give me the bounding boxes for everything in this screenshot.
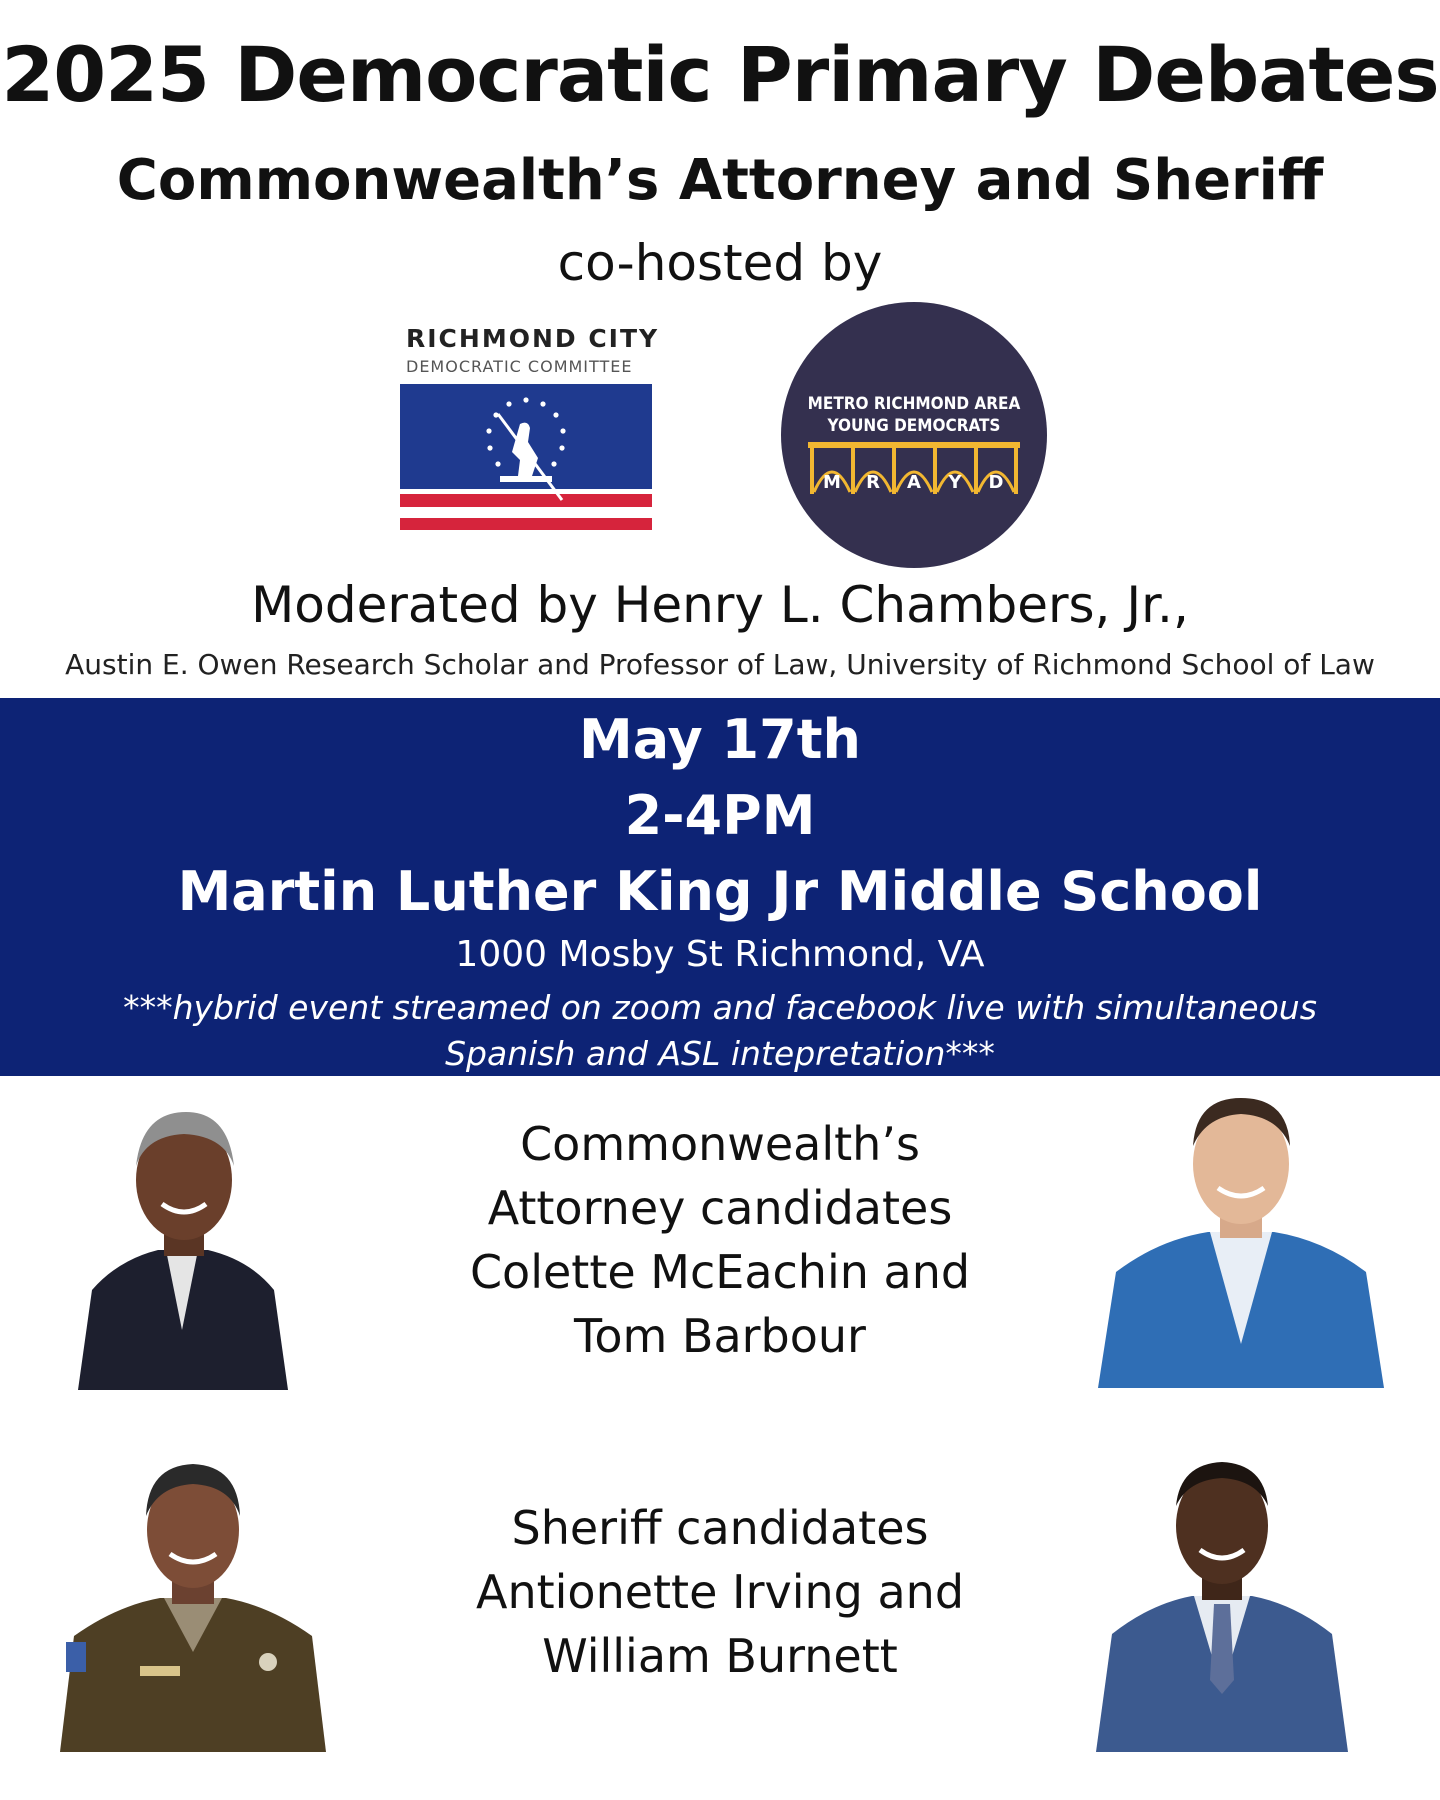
sheriff-candidates-text: [420, 1496, 1020, 1688]
mrayd-letter-m: M: [823, 472, 841, 493]
event-note-line1: ***hybrid event streamed on zoom and facebook live with simultaneous: [123, 988, 1317, 1027]
event-date: May 17th: [579, 708, 861, 771]
mrayd-letter-r: R: [866, 472, 880, 493]
mrayd-logo-line2: YOUNG DEMOCRATS: [827, 416, 1001, 436]
candidate-photo-tom-barbour: [1098, 1082, 1384, 1388]
bridge-icon: [808, 438, 1020, 498]
event-title: 2025 Democratic Primary Debates: [1, 30, 1439, 119]
rcdc-logo-name: RICHMOND CITY: [406, 324, 660, 353]
moderator-title: Austin E. Owen Research Scholar and Professor of Law, University of Richmond School of Law: [65, 648, 1375, 681]
ca-line-4: Tom Barbour: [574, 1309, 866, 1363]
mrayd-letter-a: A: [907, 472, 921, 493]
candidate-photo-william-burnett: [1096, 1444, 1348, 1752]
rcdc-logo-subtitle: DEMOCRATIC COMMITTEE: [406, 357, 633, 376]
ca-line-2: Attorney candidates: [487, 1181, 953, 1235]
candidate-photo-colette-mceachin: [78, 1100, 288, 1390]
mrayd-letter-d: D: [988, 472, 1004, 493]
event-details-band: [0, 698, 1440, 1076]
sheriff-line-2: Antionette Irving and: [475, 1565, 965, 1619]
sheriff-line-3: William Burnett: [542, 1629, 898, 1683]
event-note-line2: Spanish and ASL intepretation***: [445, 1034, 995, 1073]
event-venue: Martin Luther King Jr Middle School: [177, 860, 1263, 923]
ca-candidates-text: [420, 1112, 1020, 1368]
mrayd-letter-y: Y: [948, 472, 962, 493]
ca-line-3: Colette McEachin and: [469, 1245, 971, 1299]
ca-line-1: Commonwealth’s: [520, 1117, 920, 1171]
cohosted-label: co-hosted by: [557, 234, 883, 292]
moderator-line: Moderated by Henry L. Chambers, Jr.,: [251, 576, 1189, 634]
event-time: 2-4PM: [624, 784, 816, 847]
candidate-photo-antionette-irving: [60, 1446, 326, 1752]
mrayd-logo-line1: METRO RICHMOND AREA: [807, 394, 1021, 414]
event-subtitle: Commonwealth’s Attorney and Sheriff: [116, 148, 1324, 213]
rcdc-logo: [400, 324, 660, 544]
mrayd-logo: [781, 302, 1047, 568]
sheriff-line-1: Sheriff candidates: [511, 1501, 929, 1555]
richmond-flag-icon: [400, 384, 652, 537]
event-address: 1000 Mosby St Richmond, VA: [455, 934, 985, 975]
